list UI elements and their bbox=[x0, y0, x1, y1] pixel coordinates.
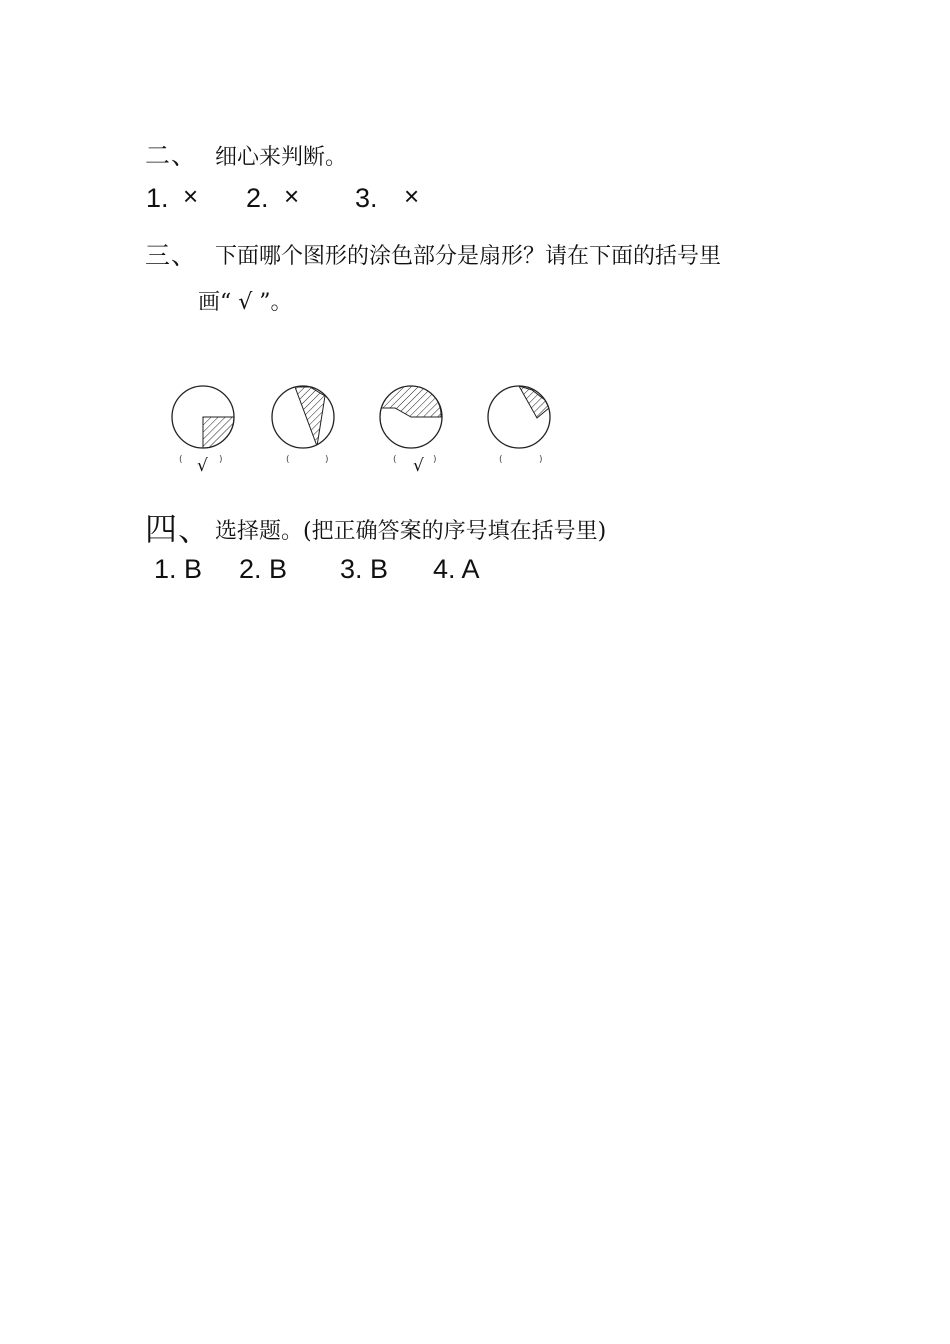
figure-3-top-sector bbox=[380, 385, 442, 448]
answer-3-label: 3. bbox=[355, 183, 378, 213]
figure-1-close-paren: ) bbox=[219, 455, 223, 465]
section2-title: 细心来判断。 bbox=[215, 145, 348, 170]
section4-title: 选择题。(把正确答案的序号填在括号里) bbox=[215, 519, 607, 544]
answer-1-label: 1. bbox=[146, 183, 169, 213]
answer-2-label: 2. bbox=[246, 183, 269, 213]
choice-answer-2: 2. B bbox=[239, 554, 288, 584]
section3-title-line2: 画“ √ ”。 bbox=[198, 290, 293, 315]
section3-number: 三、 bbox=[145, 241, 198, 270]
figure-2-wedge bbox=[272, 386, 334, 448]
figure-3-check-icon: √ bbox=[413, 456, 424, 476]
answer-1-cross-icon: × bbox=[183, 181, 199, 211]
sector-figures-svg bbox=[165, 378, 565, 478]
figure-4-open-paren: ( bbox=[499, 455, 503, 465]
choice-answer-4: 4. A bbox=[433, 554, 480, 584]
choice-answer-3: 3. B bbox=[340, 554, 389, 584]
section3-title-line1: 下面哪个图形的涂色部分是扇形？请在下面的括号里 bbox=[215, 244, 722, 269]
answer-3-cross-icon: × bbox=[404, 181, 420, 211]
sector-figures bbox=[165, 378, 565, 478]
section2-number: 二、 bbox=[145, 141, 198, 170]
figure-3-close-paren: ) bbox=[433, 455, 437, 465]
section4-number: 四、 bbox=[145, 510, 212, 548]
choice-answer-1: 1. B bbox=[154, 554, 203, 584]
figure-4-segment bbox=[488, 386, 550, 448]
answer-2-cross-icon: × bbox=[284, 181, 300, 211]
figure-3-open-paren: ( bbox=[393, 455, 397, 465]
figure-4-close-paren: ) bbox=[539, 455, 543, 465]
figure-2-close-paren: ) bbox=[325, 455, 329, 465]
figure-1-open-paren: ( bbox=[179, 455, 183, 465]
figure-1-check-icon: √ bbox=[197, 456, 208, 476]
figure-2-open-paren: ( bbox=[286, 455, 290, 465]
figure-1-quarter-sector bbox=[172, 386, 234, 448]
